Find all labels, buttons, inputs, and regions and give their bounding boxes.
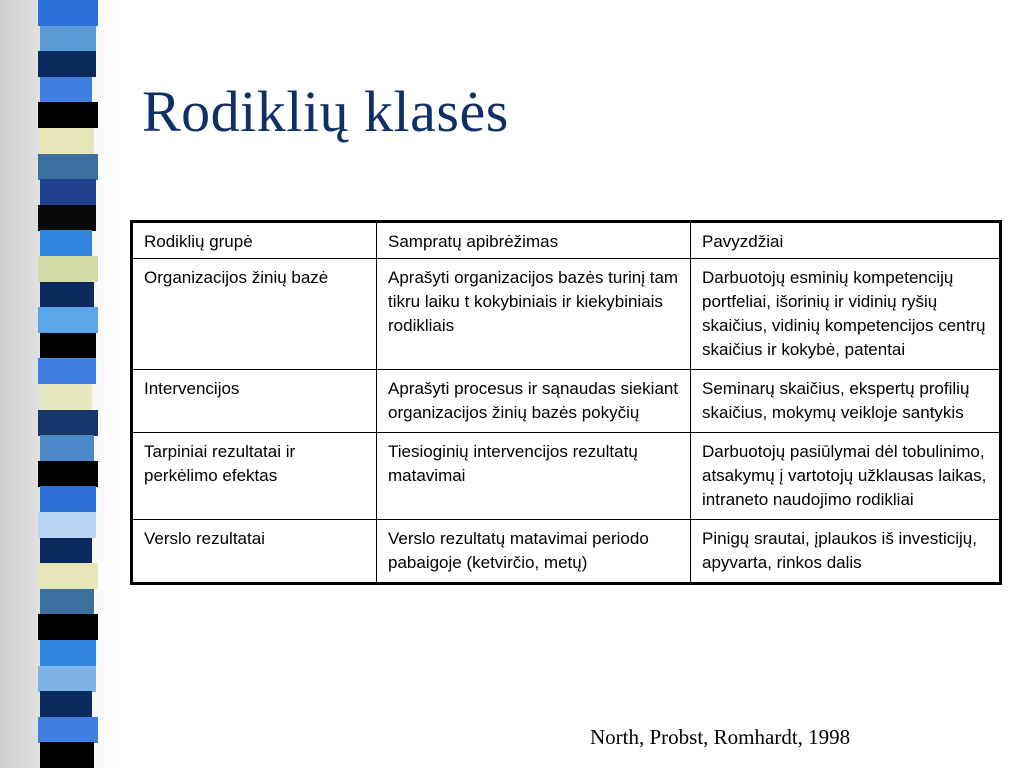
strip-band [40, 230, 92, 256]
strip-band [40, 589, 94, 615]
strip-band [40, 742, 94, 768]
strip-band [38, 512, 96, 538]
strip-band [40, 77, 92, 103]
table-row [132, 259, 1001, 370]
strip-band [40, 26, 96, 52]
cell-definition: Verslo rezultatų matavimai periodo pabaigoje (ketvirčio, metų) [377, 520, 691, 584]
strip-band [38, 358, 96, 384]
strip-band [40, 640, 96, 666]
table-row [132, 433, 1001, 520]
indicator-classes-table [130, 220, 1002, 585]
cell-group: Organizacijos žinių bazė [132, 259, 377, 370]
header-cell-examples: Pavyzdžiai [691, 222, 1001, 259]
cell-definition: Aprašyti procesus ir sąnaudas siekiant organizacijos žinių bazės pokyčių [377, 370, 691, 433]
strip-band [38, 666, 96, 692]
cell-examples: Darbuotojų pasiūlymai dėl tobulinimo, atsakymų į vartotojų užklausas laikas, intraneto naudojimo rodikliai [691, 433, 1001, 520]
cell-definition: Tiesioginių intervencijos rezultatų matavimai [377, 433, 691, 520]
strip-band [40, 333, 96, 359]
strip-band [40, 538, 92, 564]
slide-title: Rodiklių klasės [142, 79, 509, 144]
decorative-color-strip [38, 0, 98, 768]
strip-band [40, 691, 92, 717]
strip-band [38, 410, 98, 436]
strip-band [38, 461, 98, 487]
strip-band [38, 102, 98, 128]
strip-band [40, 179, 96, 205]
strip-band [38, 307, 98, 333]
strip-band [38, 154, 98, 180]
cell-group: Intervencijos [132, 370, 377, 433]
header-cell-group: Rodiklių grupė [132, 222, 377, 259]
strip-band [38, 205, 96, 231]
strip-band [38, 0, 98, 26]
strip-band [40, 435, 94, 461]
strip-band [40, 384, 92, 410]
table-row [132, 370, 1001, 433]
strip-band [38, 563, 98, 589]
cell-examples: Pinigų srautai, įplaukos iš investicijų, apyvarta, rinkos dalis [691, 520, 1001, 584]
source-citation: North, Probst, Romhardt, 1998 [590, 725, 851, 749]
strip-band [38, 614, 98, 640]
table-row [132, 520, 1001, 584]
strip-band [38, 717, 98, 743]
cell-definition: Aprašyti organizacijos bazės turinį tam tikru laiku t kokybiniais ir kiekybiniais rodikliais [377, 259, 691, 370]
strip-band [40, 282, 94, 308]
cell-examples: Seminarų skaičius, ekspertų profilių skaičius, mokymų veikloje santykis [691, 370, 1001, 433]
cell-group: Tarpiniai rezultatai ir perkėlimo efektas [132, 433, 377, 520]
header-cell-definition: Sampratų apibrėžimas [377, 222, 691, 259]
table-header-row [132, 222, 1001, 259]
cell-group: Verslo rezultatai [132, 520, 377, 584]
cell-examples: Darbuotojų esminių kompetencijų portfeliai, išorinių ir vidinių ryšių skaičius, vidinių kompetencijos centrų skaičius ir kokybė, patentai [691, 259, 1001, 370]
strip-band [40, 128, 94, 154]
strip-band [38, 51, 96, 77]
strip-band [40, 486, 96, 512]
strip-band [38, 256, 98, 282]
